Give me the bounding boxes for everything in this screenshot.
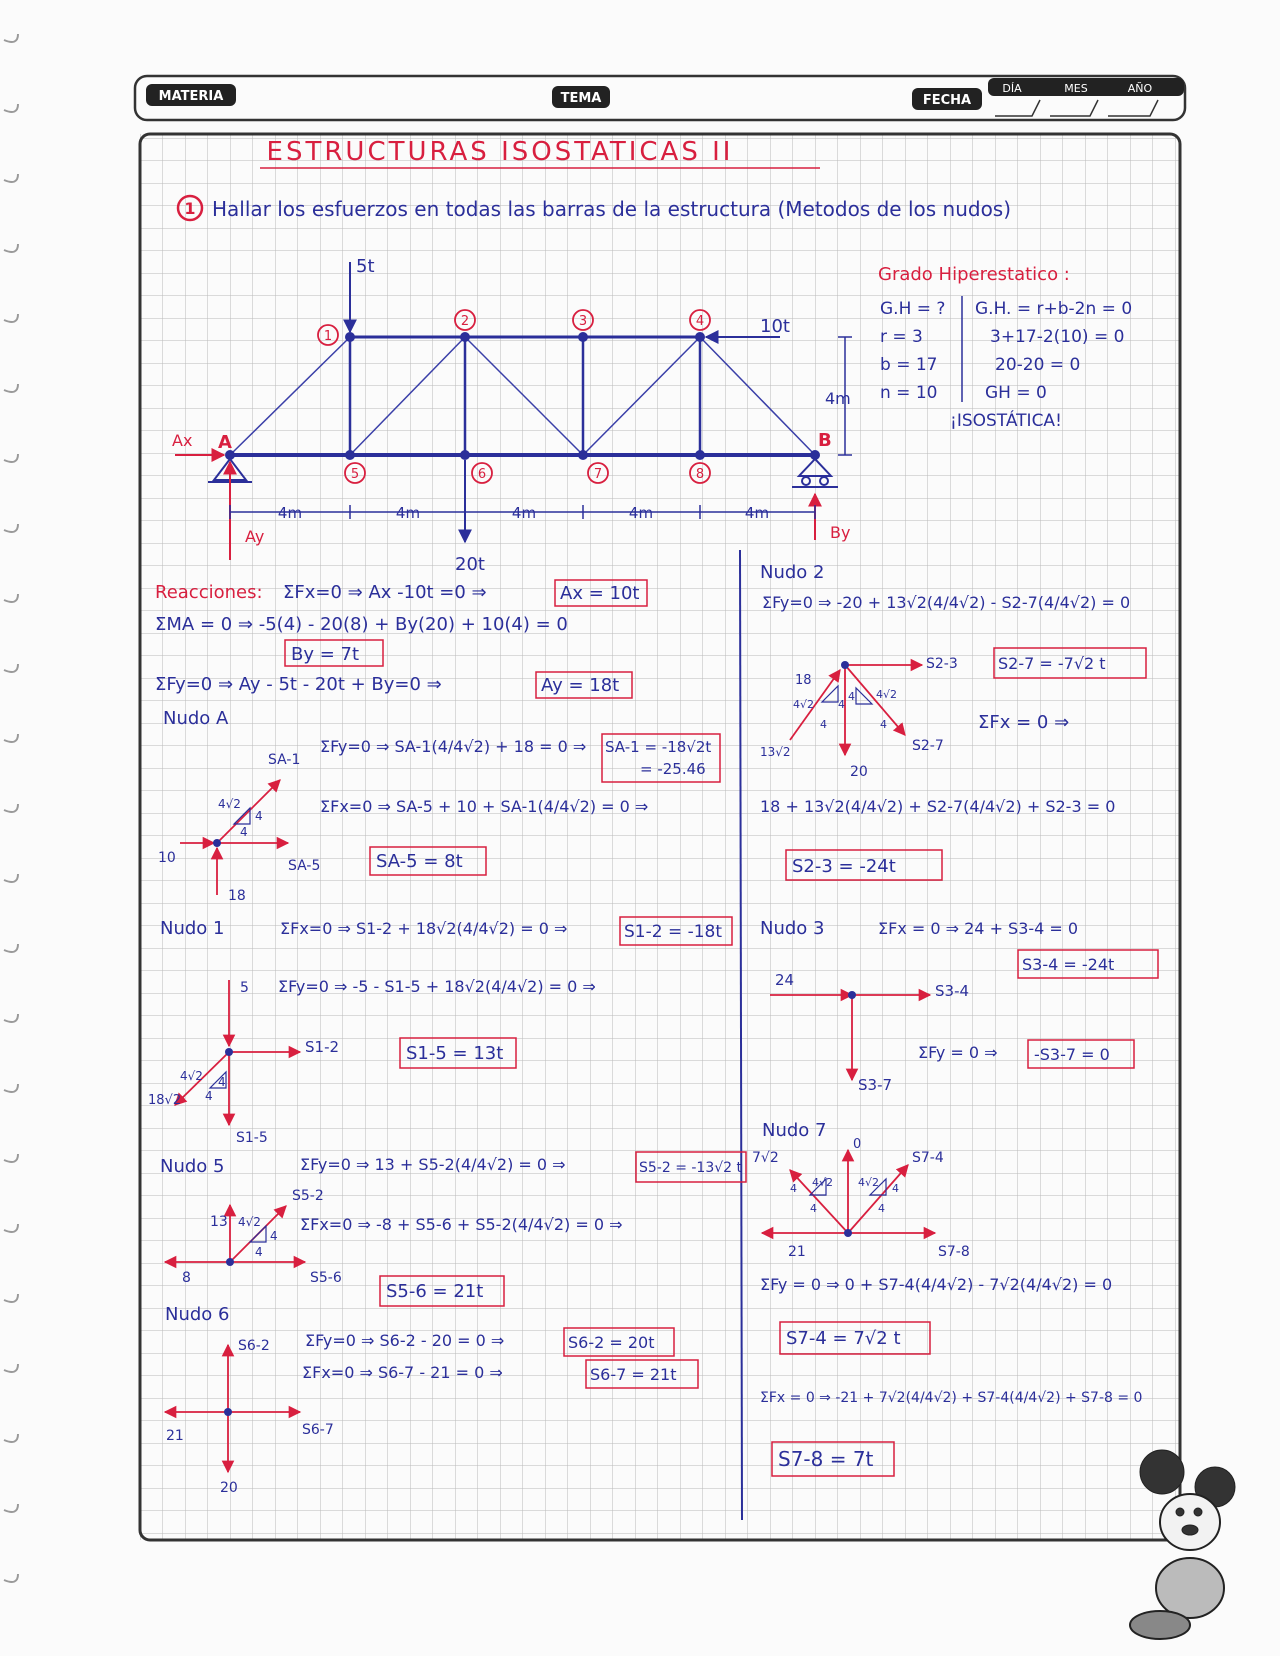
nudo-1-s2: S1-2 <box>305 1038 340 1056</box>
nudo-2-s3: 4√2 <box>793 698 815 711</box>
nudo-2-s8: 4 <box>880 718 887 731</box>
height-label: 4m <box>825 389 851 408</box>
page-title: ESTRUCTURAS ISOSTATICAS II <box>266 137 734 167</box>
nudo-1-eq-fx: ΣFx=0 ⇒ S1-2 + 18√2(4/4√2) = 0 ⇒ <box>280 919 568 938</box>
reacciones-eq3: ΣFy=0 ⇒ Ay - 5t - 20t + By=0 ⇒ <box>155 674 442 695</box>
grado-title: Grado Hiperestatico : <box>878 264 1070 285</box>
support-b-label: B <box>818 430 832 451</box>
nudo-6-title: Nudo 6 <box>165 1304 230 1325</box>
nudo-a-s4: 4 <box>240 825 248 839</box>
nudo-5-s5: 4 <box>255 1245 263 1259</box>
nudo-a-title: Nudo A <box>163 708 229 729</box>
nudo-7-s5: 4 <box>790 1182 797 1195</box>
nudo-7-s7: 4√2 <box>858 1176 880 1189</box>
nudo-a-s1: SA-1 <box>268 752 301 768</box>
nudo-2-s9: 13√2 <box>760 745 791 759</box>
nudo-2-s7: 4 <box>848 690 855 703</box>
materia-label: MATERIA <box>158 89 224 104</box>
nudo-a-s6: SA-5 <box>288 858 321 874</box>
nudo-1-s5: 18√2 <box>148 1093 182 1108</box>
grado-left-3: b = 17 <box>880 355 938 375</box>
nudo-a-result-fx: SA-5 = 8t <box>376 851 463 872</box>
node-8-label: 8 <box>695 467 705 482</box>
reaction-ax-label: Ax <box>172 431 193 450</box>
nudo-6-s1: S6-2 <box>238 1338 270 1354</box>
ax-result: Ax = 10t <box>560 583 640 604</box>
nudo-2-s6: 4√2 <box>876 688 898 701</box>
nudo-a-eq-fy: ΣFy=0 ⇒ SA-1(4/4√2) + 18 = 0 ⇒ <box>320 737 587 756</box>
anio-label: AÑO <box>1127 82 1153 95</box>
nudo-5-s1: S5-2 <box>292 1188 324 1204</box>
nudo-2-eq-fx: 18 + 13√2(4/4√2) + S2-7(4/4√2) + S2-3 = 0 <box>760 797 1116 816</box>
nudo-7-s4: 4√2 <box>812 1176 834 1189</box>
load-20t: 20t <box>455 554 485 575</box>
nudo-a-s7: 18 <box>228 888 246 904</box>
span-label-3: 4m <box>511 504 537 522</box>
grado-left-2: r = 3 <box>880 327 923 347</box>
node-5-label: 5 <box>350 467 360 482</box>
nudo-a-result-fy2: = -25.46 <box>640 760 706 778</box>
reaction-ay-label: Ay <box>245 527 265 546</box>
span-label-5: 4m <box>744 504 770 522</box>
grado-right-2: 3+17-2(10) = 0 <box>990 327 1125 347</box>
dia-label: DÍA <box>1002 82 1022 95</box>
node-7-label: 7 <box>593 467 603 482</box>
grado-left-1: G.H = ? <box>880 299 946 319</box>
nudo-6-s2: S6-7 <box>302 1422 334 1438</box>
node-6-label: 6 <box>477 467 487 482</box>
nudo-2-title: Nudo 2 <box>760 562 825 583</box>
nudo-7-s2: 7√2 <box>752 1150 779 1166</box>
reacciones-label: Reacciones: <box>155 582 263 603</box>
nudo-2-s2: 18 <box>795 673 812 688</box>
nudo-1-s3: 4√2 <box>180 1069 203 1083</box>
nudo-a-s3: 4 <box>255 809 263 823</box>
nudo-5-s6: 8 <box>182 1270 191 1286</box>
nudo-5-eq-fx: ΣFx=0 ⇒ -8 + S5-6 + S5-2(4/4√2) = 0 ⇒ <box>300 1215 623 1234</box>
nudo-1-title: Nudo 1 <box>160 918 225 939</box>
grado-right-1: G.H. = r+b-2n = 0 <box>975 299 1133 319</box>
nudo-5-title: Nudo 5 <box>160 1156 225 1177</box>
grado-left-4: n = 10 <box>880 383 938 403</box>
nudo-5-result-fy: S5-2 = -13√2 t <box>639 1160 743 1176</box>
nudo-6-result-fy: S6-2 = 20t <box>568 1333 655 1352</box>
nudo-7-s8: 4 <box>892 1182 899 1195</box>
nudo-3-s1: 24 <box>775 971 795 989</box>
support-a-label: A <box>218 432 232 453</box>
nudo-6-result-fx: S6-7 = 21t <box>590 1365 677 1384</box>
grado-right-3: 20-20 = 0 <box>995 355 1081 375</box>
span-label-1: 4m <box>277 504 303 522</box>
ay-result: Ay = 18t <box>541 675 620 696</box>
nudo-5-eq-fy: ΣFy=0 ⇒ 13 + S5-2(4/4√2) = 0 ⇒ <box>300 1155 566 1174</box>
nudo-3-s2: S3-4 <box>935 982 970 1000</box>
grado-conclusion: ¡ISOSTÁTICA! <box>950 411 1062 431</box>
nudo-5-result-fx: S5-6 = 21t <box>386 1281 484 1302</box>
grado-right-4: GH = 0 <box>985 383 1047 403</box>
nudo-7-result-fx: S7-8 = 7t <box>778 1447 874 1471</box>
nudo-7-result-fy: S7-4 = 7√2 t <box>786 1328 901 1349</box>
nudo-5-s4: 4 <box>270 1229 278 1243</box>
nudo-6-s3: 21 <box>166 1428 184 1444</box>
span-label-4: 4m <box>628 504 654 522</box>
problem-statement: Hallar los esfuerzos en todas las barras de la estructura (Metodos de los nudos) <box>212 197 1012 221</box>
nudo-1-s7: S1-5 <box>236 1130 268 1146</box>
nudo-2-eq-fx-label: ΣFx = 0 ⇒ <box>978 712 1070 733</box>
nudo-2-s5: 4 <box>820 718 827 731</box>
nudo-3-s3: S3-7 <box>858 1076 893 1094</box>
problem-number: 1 <box>184 199 196 218</box>
nudo-1-result-fx: S1-2 = -18t <box>624 922 723 942</box>
nudo-1-s4: 4 <box>218 1075 226 1089</box>
nudo-2-s1: S2-3 <box>926 656 958 672</box>
nudo-3-title: Nudo 3 <box>760 918 825 939</box>
nudo-3-result-fy: -S3-7 = 0 <box>1034 1045 1110 1064</box>
reacciones-eq2: ΣMA = 0 ⇒ -5(4) - 20(8) + By(20) + 10(4) = 0 <box>155 614 568 635</box>
node-1-label: 1 <box>323 329 333 344</box>
nudo-a-result-fy: SA-1 = -18√2t <box>605 738 712 756</box>
reacciones-eq1: ΣFx=0 ⇒ Ax -10t =0 ⇒ <box>283 582 487 603</box>
nudo-1-result-fy: S1-5 = 13t <box>406 1043 504 1064</box>
nudo-2-eq-fy: ΣFy=0 ⇒ -20 + 13√2(4/4√2) - S2-7(4/4√2) = 0 <box>762 593 1131 612</box>
fecha-label: FECHA <box>922 93 972 108</box>
nudo-2-result-fx: S2-3 = -24t <box>792 856 896 877</box>
nudo-7-s3: S7-4 <box>912 1150 944 1166</box>
load-10t: 10t <box>760 316 790 337</box>
nudo-a-s2: 4√2 <box>218 797 241 811</box>
nudo-7-s11: S7-8 <box>938 1244 970 1260</box>
nudo-6-eq-fy: ΣFy=0 ⇒ S6-2 - 20 = 0 ⇒ <box>305 1331 505 1350</box>
header-bar <box>135 76 1185 120</box>
nudo-7-title: Nudo 7 <box>762 1120 827 1141</box>
tema-label: TEMA <box>560 91 602 106</box>
node-4-label: 4 <box>695 314 705 329</box>
nudo-2-result-fy: S2-7 = -7√2 t <box>998 654 1106 673</box>
nudo-2-s11: S2-7 <box>912 738 944 754</box>
nudo-5-s3: 4√2 <box>238 1215 261 1229</box>
nudo-2-s4: 4 <box>838 698 845 711</box>
nudo-a-s5: 10 <box>158 850 176 866</box>
nudo-3-result-fx: S3-4 = -24t <box>1022 955 1115 974</box>
nudo-1-s1: 5 <box>240 980 249 996</box>
nudo-7-s1: 0 <box>853 1137 862 1152</box>
nudo-5-s7: S5-6 <box>310 1270 342 1286</box>
nudo-7-eq-fy: ΣFy = 0 ⇒ 0 + S7-4(4/4√2) - 7√2(4/4√2) = 0 <box>760 1275 1113 1294</box>
nudo-1-eq-fy: ΣFy=0 ⇒ -5 - S1-5 + 18√2(4/4√2) = 0 ⇒ <box>278 977 596 996</box>
nudo-a-eq-fx: ΣFx=0 ⇒ SA-5 + 10 + SA-1(4/4√2) = 0 ⇒ <box>320 797 649 816</box>
span-label-2: 4m <box>395 504 421 522</box>
nudo-7-s10: 21 <box>788 1244 806 1260</box>
by-result: By = 7t <box>291 644 360 665</box>
nudo-7-eq-fx: ΣFx = 0 ⇒ -21 + 7√2(4/4√2) + S7-4(4/4√2) + S7-8 = 0 <box>760 1390 1143 1406</box>
node-3-label: 3 <box>578 314 588 329</box>
nudo-3-eq-fy: ΣFy = 0 ⇒ <box>918 1043 998 1062</box>
spiral-holes <box>4 34 18 1582</box>
nudo-6-s4: 20 <box>220 1480 238 1496</box>
nudo-7-s9: 4 <box>878 1202 885 1215</box>
reaction-by-label: By <box>830 523 851 542</box>
nudo-5-s2: 13 <box>210 1214 228 1230</box>
nudo-2-s10: 20 <box>850 764 868 780</box>
nudo-1-s6: 4 <box>205 1089 213 1103</box>
nudo-3-eq-fx: ΣFx = 0 ⇒ 24 + S3-4 = 0 <box>878 919 1079 938</box>
mes-label: MES <box>1064 82 1088 95</box>
nudo-7-s6: 4 <box>810 1202 817 1215</box>
load-5t: 5t <box>356 256 375 277</box>
nudo-6-eq-fx: ΣFx=0 ⇒ S6-7 - 21 = 0 ⇒ <box>302 1363 503 1382</box>
node-2-label: 2 <box>460 314 470 329</box>
mickey-mascot-illustration <box>1130 1450 1235 1639</box>
